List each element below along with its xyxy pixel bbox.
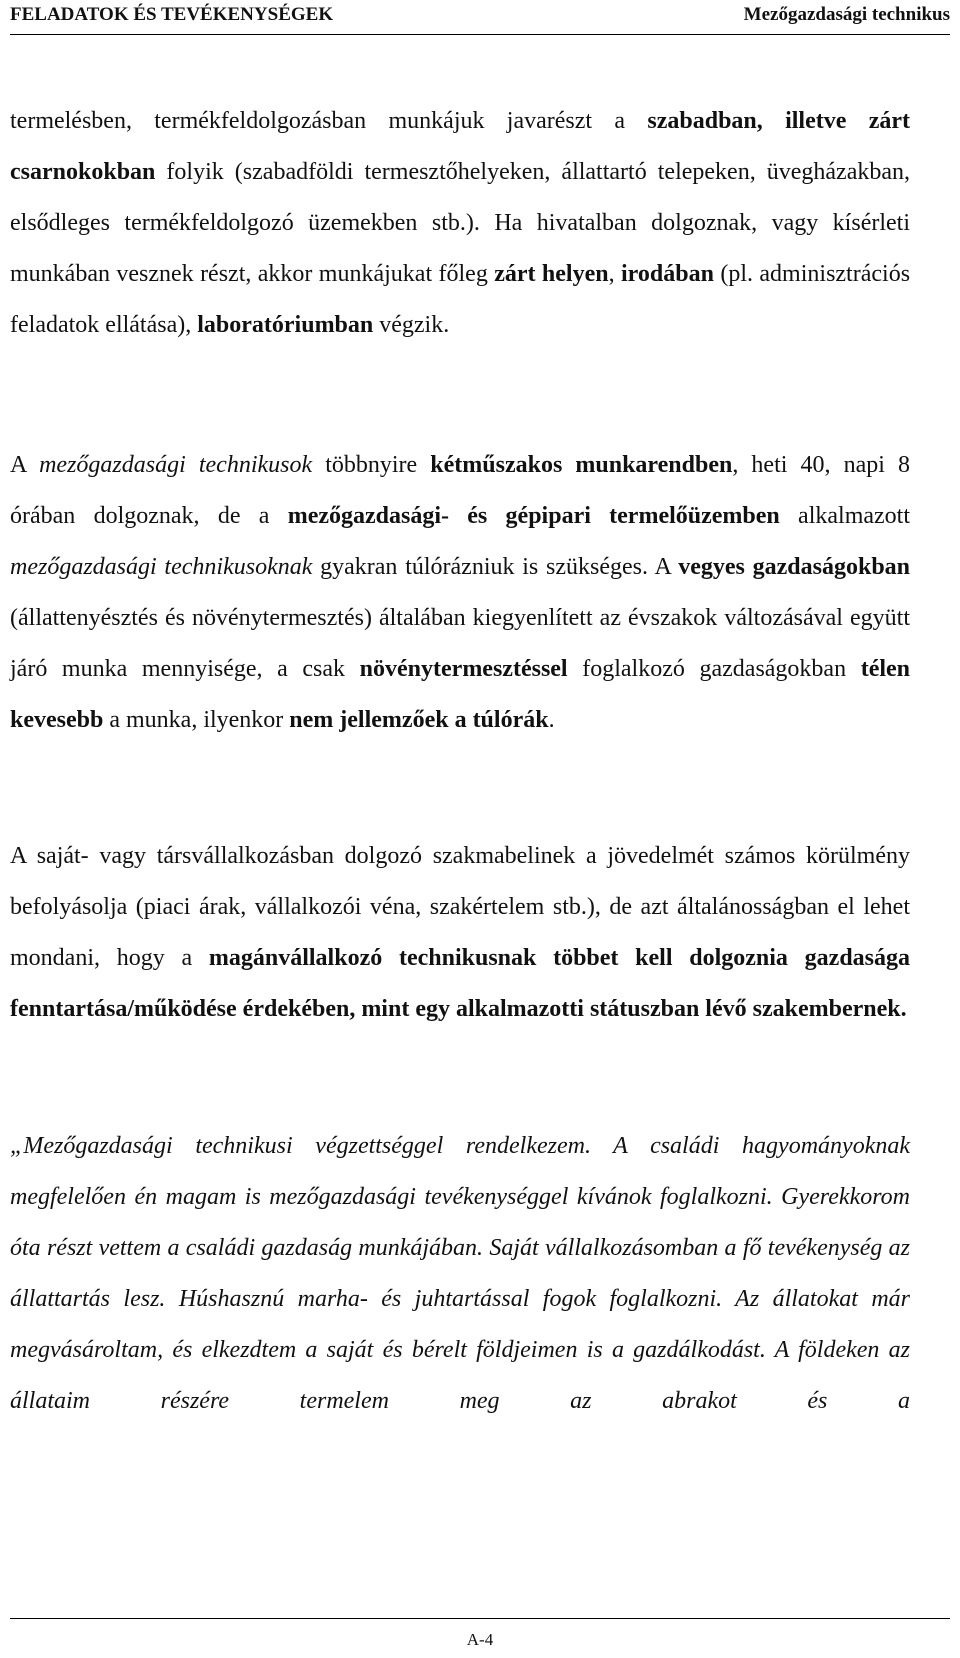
- text-run: (pl. adminisztrációs feladatok ellátása),: [10, 261, 911, 338]
- bold-run: nem jellemzőek a túlórák: [289, 707, 549, 733]
- footer-divider: [10, 1618, 950, 1619]
- text-run: többnyire: [312, 452, 431, 478]
- bold-run: vegyes gazdaságokban: [678, 554, 911, 580]
- text-run: .: [548, 707, 555, 733]
- text-run: , heti 40, napi 8 órában dolgoznak, de a: [10, 452, 910, 529]
- paragraph-working-hours: [10, 440, 910, 746]
- header-document-title: Mezőgazdasági technikus: [743, 4, 950, 25]
- paragraph-work-environment: [10, 96, 910, 351]
- text-run: ,: [608, 261, 622, 287]
- bold-run: zárt helyen: [494, 261, 609, 287]
- bold-run: irodában: [621, 261, 714, 287]
- text-run: foglalkozó gazdaságokban: [567, 656, 861, 682]
- bold-run: kétműszakos munkarendben: [430, 452, 733, 478]
- bold-run: télen kevesebb: [10, 656, 911, 733]
- text-run: A saját- vagy társvállalkozásban dolgozó szakmabelinek a jövedelmét számos körülmény befolyásolja (piaci árak, vállalkozói véna, szakértelem stb.), de azt általánosságban el lehet mondani, hogy a: [10, 843, 910, 971]
- bold-run: laboratóriumban: [197, 312, 374, 338]
- text-run: termelésben, termékfeldolgozásban munkájuk javarészt a: [10, 108, 648, 134]
- text-run: A: [10, 452, 40, 478]
- bold-run: magánvállalkozó technikusnak többet kell dolgoznia gazdasága fenntartása/működése érdekében, mint egy alkalmazotti státuszban lévő szakembernek.: [10, 945, 911, 1022]
- text-run: folyik (szabadföldi termesztőhelyeken, állattartó telepeken, üvegházakban, elsődleges termékfeldolgozó üzemekben stb.). Ha hivatalban dolgoznak, vagy kísérleti munkában vesznek részt, akkor munkájukat főleg: [10, 159, 910, 287]
- text-run: végzik.: [373, 312, 450, 338]
- bold-run: növénytermesztéssel: [359, 656, 568, 682]
- page-header: [10, 0, 950, 35]
- text-run: a munka, ilyenkor: [103, 707, 290, 733]
- page-number: A-4: [466, 1630, 494, 1649]
- bold-run: mezőgazdasági- és gépipari termelőüzemben: [287, 503, 780, 529]
- bold-run: szabadban, illetve zárt csarnokokban: [10, 108, 910, 185]
- italic-run: mezőgazdasági technikusoknak: [10, 554, 313, 580]
- italic-run: mezőgazdasági technikusok: [39, 452, 313, 478]
- header-section-title: FELADATOK ÉS TEVÉKENYSÉGEK: [10, 4, 334, 25]
- text-run: alkalmazott: [779, 503, 911, 529]
- text-run: gyakran túlórázniuk is szükséges. A: [312, 554, 679, 580]
- paragraph-testimonial-quote: „Mezőgazdasági technikusi végzettséggel rendelkezem. A családi hagyományoknak megfelelően én magam is mezőgazdasági tevékenységgel kívánok foglalkozni. Gyerekkorom óta részt vettem a családi gazdaság munkájában. Saját vállalkozásomban a fő tevékenység az állattartás lesz. Húshasznú marha- és juhtartással fogok foglalkozni. Az állatokat már megvásároltam, és elkezdtem a saját és bérelt földjeimen is a gazdálkodást. A földeken az állataim részére termelem meg az abrakot és a: [10, 1133, 910, 1414]
- text-run: (állattenyésztés és növénytermesztés) általában kiegyenlített az évszakok változásával együtt járó munka mennyisége, a csak: [10, 605, 910, 682]
- paragraph-self-employment: [10, 831, 910, 1035]
